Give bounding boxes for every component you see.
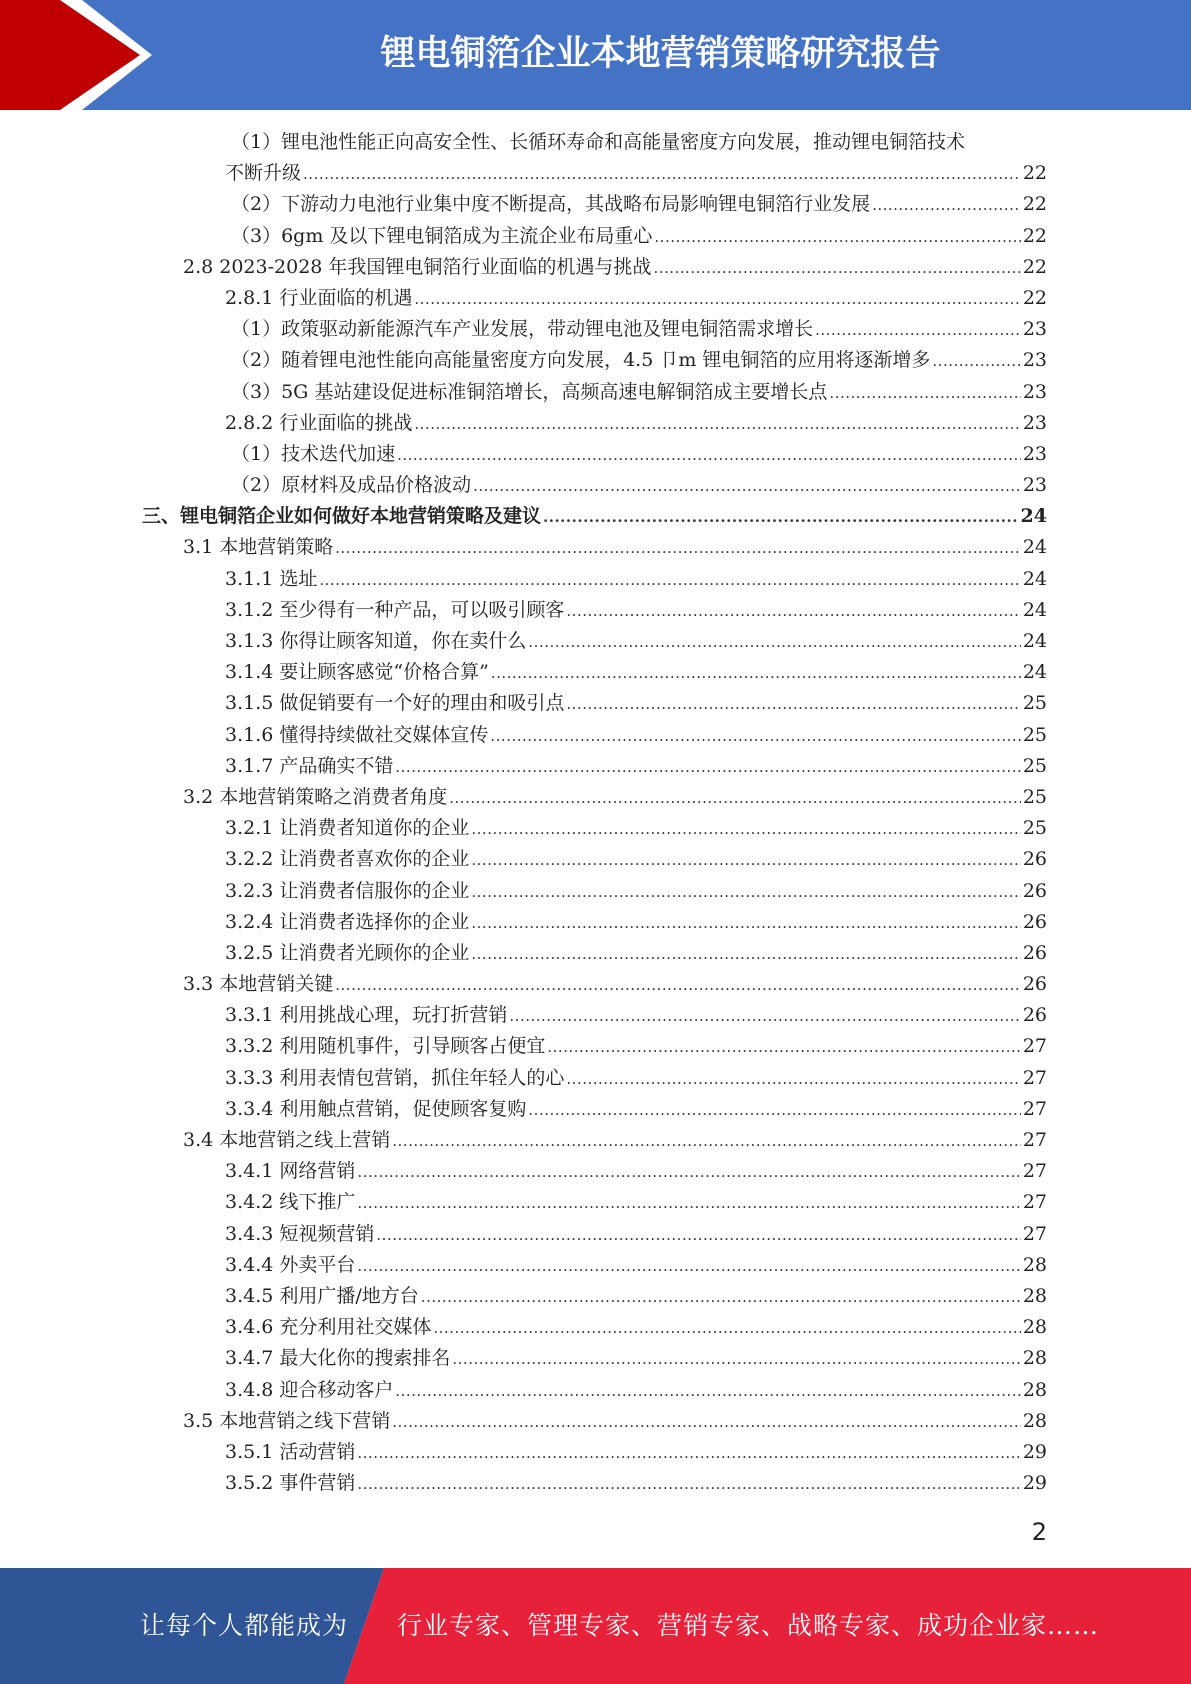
toc-entry-text: 3.2 本地营销策略之消费者角度: [183, 785, 448, 808]
toc-entry-line: [231, 439, 1047, 471]
toc-entry[interactable]: [0, 314, 1191, 345]
toc-entry-line: [225, 907, 1047, 939]
toc-entry-text: （1）政策驱动新能源汽车产业发展，带动锂电池及锂电铜箔需求增长: [231, 318, 814, 341]
toc-entry-text: 3.1.2 至少得有一种产品，可以吸引顾客: [225, 598, 565, 621]
toc-dot-leader: [528, 627, 1020, 658]
toc-entry[interactable]: [0, 1281, 1191, 1312]
toc-page-number: 27: [1022, 1191, 1047, 1214]
toc-dot-leader: [335, 533, 1021, 564]
toc-page-number: 27: [1022, 1222, 1047, 1245]
toc-entry-line: [225, 720, 1047, 752]
toc-entry-text: 3.4.6 充分利用社交媒体: [225, 1316, 432, 1339]
toc-dot-leader: [357, 1188, 1020, 1219]
toc-entry[interactable]: [0, 532, 1191, 563]
toc-page-number: 26: [1022, 848, 1047, 871]
toc-entry[interactable]: [0, 720, 1191, 751]
toc-page-number: 27: [1022, 1097, 1047, 1120]
toc-entry-text: （1）技术迭代加速: [231, 442, 396, 465]
toc-page-number: 24: [1022, 598, 1047, 621]
toc-entry[interactable]: [0, 1406, 1191, 1437]
toc-dot-leader: [335, 970, 1021, 1001]
toc-entry-line: [225, 564, 1047, 596]
toc-entry-line: [225, 813, 1047, 845]
toc-page-number: 25: [1022, 754, 1047, 777]
toc-dot-leader: [872, 190, 1021, 221]
toc-page-number: 25: [1022, 817, 1047, 840]
toc-entry[interactable]: [0, 938, 1191, 969]
toc-entry[interactable]: [0, 1375, 1191, 1406]
toc-entry-wrapped-first-line[interactable]: [0, 127, 1191, 158]
toc-entry[interactable]: [0, 688, 1191, 719]
toc-entry[interactable]: [0, 1343, 1191, 1374]
toc-page-number: 28: [1022, 1316, 1047, 1339]
toc-entry-text: 3.4.8 迎合移动客户: [225, 1378, 394, 1401]
toc-entry[interactable]: [0, 1250, 1191, 1281]
toc-page-number: 29: [1022, 1440, 1047, 1463]
toc-entry-line: [225, 595, 1047, 627]
toc-page-number: 23: [1022, 349, 1047, 372]
toc-entry-text: 3.2.2 让消费者喜欢你的企业: [225, 848, 470, 871]
toc-dot-leader: [490, 721, 1020, 752]
toc-page-number: 28: [1022, 1347, 1047, 1370]
toc-entry[interactable]: [0, 189, 1191, 220]
toc-page-number: 26: [1022, 973, 1047, 996]
toc-dot-leader: [319, 565, 1020, 596]
toc-dot-leader: [421, 1282, 1021, 1313]
toc-page-number: 28: [1022, 1378, 1047, 1401]
toc-entry-text: 3.2.1 让消费者知道你的企业: [225, 817, 470, 840]
toc-page-number: 24: [1022, 567, 1047, 590]
toc-entry-line: [183, 252, 1047, 284]
toc-dot-leader: [566, 1064, 1020, 1095]
toc-dot-leader: [473, 471, 1021, 502]
toc-entry[interactable]: [0, 1156, 1191, 1187]
toc-entry-line: [231, 221, 1047, 253]
toc-entry-line: [225, 876, 1047, 908]
toc-entry-line: [225, 626, 1047, 658]
toc-entry-line: [225, 1343, 1047, 1375]
toc-entry-text: 3.3.3 利用表情包营销，抓住年轻人的心: [225, 1066, 565, 1089]
toc-page-number: 27: [1022, 1035, 1047, 1058]
toc-entry[interactable]: [0, 595, 1191, 626]
toc-entry[interactable]: [0, 377, 1191, 408]
toc-entry-text: 3.2.5 让消费者光顾你的企业: [225, 941, 470, 964]
footer-slogan-left: 让每个人都能成为: [140, 1611, 349, 1640]
toc-entry-line: [225, 688, 1047, 720]
toc-entry[interactable]: [0, 1031, 1191, 1062]
toc-dot-leader: [471, 814, 1020, 845]
toc-entry-text: 3.4.4 外卖平台: [225, 1253, 356, 1276]
toc-entry-line: [225, 1031, 1047, 1063]
toc-dot-leader: [491, 658, 1021, 689]
toc-page-number: 26: [1022, 879, 1047, 902]
toc-entry-line: [231, 189, 1047, 221]
toc-entry-line: [231, 377, 1047, 409]
toc-entry-text: 2.8.1 行业面临的机遇: [225, 286, 413, 309]
toc-dot-leader: [547, 1032, 1020, 1063]
toc-entry[interactable]: [0, 626, 1191, 657]
toc-entry-line: [225, 408, 1047, 440]
toc-entry-text: 3.4.7 最大化你的搜索排名: [225, 1347, 451, 1370]
footer-slogan-right: 行业专家、管理专家、营销专家、战略专家、成功企业家……: [397, 1611, 1100, 1640]
toc-entry-text: 3.1.6 懂得持续做社交媒体宣传: [225, 723, 489, 746]
toc-entry-text: 3.5.2 事件营销: [225, 1472, 356, 1495]
toc-page-number: 23: [1022, 442, 1047, 465]
toc-dot-leader: [471, 845, 1020, 876]
toc-entry-text: 3.1.4 要让顾客感觉“价格合算”: [225, 661, 489, 684]
toc-entry[interactable]: [0, 158, 1191, 189]
toc-entry-text: 3.2.3 让消费者信服你的企业: [225, 879, 470, 902]
toc-page-number: 27: [1022, 1160, 1047, 1183]
toc-entry-text: 3.4 本地营销之线上营销: [183, 1129, 391, 1151]
toc-entry-text: 3.1.7 产品确实不错: [225, 754, 394, 777]
toc-entry-text: （2）原材料及成品价格波动: [231, 474, 472, 497]
toc-entry-line: [183, 969, 1047, 1001]
toc-dot-leader: [452, 1344, 1020, 1375]
toc-entry[interactable]: [0, 1063, 1191, 1094]
toc-page-number: 28: [1022, 1409, 1047, 1432]
toc-entry-line: [183, 1406, 1047, 1438]
toc-entry-line: [225, 158, 1047, 190]
toc-page-number: 23: [1022, 474, 1047, 497]
toc-entry[interactable]: [0, 283, 1191, 314]
toc-entry-text: （3）5G 基站建设促进标准铜箔增长，高频高速电解铜箔成主要增长点: [231, 380, 828, 403]
toc-entry[interactable]: [0, 408, 1191, 439]
toc-entry[interactable]: [0, 501, 1191, 532]
toc-entry[interactable]: [0, 1312, 1191, 1343]
header-arrow-decoration: [0, 0, 160, 110]
toc-entry[interactable]: [0, 813, 1191, 844]
report-title: 锂电铜箔企业本地营销策略研究报告: [380, 34, 941, 74]
toc-entry-line: [225, 1219, 1047, 1251]
toc-page-number: 24: [1020, 505, 1047, 528]
toc-entry[interactable]: [0, 907, 1191, 938]
toc-entry-text: 3.1 本地营销策略: [183, 536, 334, 559]
toc-dot-leader: [509, 1001, 1020, 1032]
toc-entry-text: 不断升级: [225, 162, 302, 185]
toc-entry-line: [225, 1250, 1047, 1282]
toc-page-number: 26: [1022, 941, 1047, 964]
toc-entry-line: [142, 501, 1047, 533]
toc-page-number: 22: [1022, 224, 1047, 247]
toc-dot-leader: [449, 783, 1021, 814]
toc-dot-leader: [528, 1095, 1020, 1126]
toc-entry-text: 3.3.1 利用挑战心理，玩打折营销: [225, 1004, 508, 1027]
toc-entry[interactable]: [0, 876, 1191, 907]
toc-dot-leader: [471, 877, 1020, 908]
toc-entry-line: [225, 938, 1047, 970]
toc-entry[interactable]: [0, 751, 1191, 782]
toc-entry-line: [183, 1125, 1047, 1157]
toc-entry-line: [183, 532, 1047, 564]
toc-entry[interactable]: [0, 1187, 1191, 1218]
toc-entry-text: 3.3.4 利用触点营销，促使顾客复购: [225, 1097, 527, 1120]
toc-entry[interactable]: [0, 844, 1191, 875]
toc-entry[interactable]: [0, 1094, 1191, 1125]
toc-entry-text: 2.8.2 行业面临的挑战: [225, 411, 413, 434]
toc-entry-text: 3.5.1 活动营销: [225, 1440, 356, 1463]
toc-entry-line: [225, 1312, 1047, 1344]
toc-entry-text: 3.4.2 线下推广: [225, 1191, 356, 1214]
toc-entry-text: （2）下游动力电池行业集中度不断提高，其战略布局影响锂电铜箔行业发展: [231, 193, 871, 216]
toc-page-number: 22: [1022, 162, 1047, 185]
toc-page-number: 25: [1022, 692, 1047, 715]
toc-entry-line: [225, 657, 1047, 689]
toc-dot-leader: [357, 1438, 1020, 1469]
toc-entry-text: 3.4.1 网络营销: [225, 1160, 356, 1183]
toc-entry-text: （2）随着锂电池性能向高能量密度方向发展，4.5 卩m 锂电铜箔的应用将逐渐增多: [231, 349, 931, 372]
toc-dot-leader: [471, 939, 1020, 970]
toc-entry-text: 3.1.5 做促销要有一个好的理由和吸引点: [225, 692, 565, 715]
toc-entry-text: （3）6gm 及以下锂电铜箔成为主流企业布局重心: [231, 224, 653, 247]
toc-entry-text: 3.3 本地营销关键: [183, 973, 334, 996]
toc-dot-leader: [566, 596, 1020, 627]
toc-entry-line: [225, 1187, 1047, 1219]
toc-entry-line: [225, 1281, 1047, 1313]
toc-page-number: 25: [1022, 785, 1047, 808]
toc-dot-leader: [543, 502, 1019, 533]
toc-entry-line: [225, 1437, 1047, 1469]
toc-entry-line: [225, 1094, 1047, 1126]
toc-dot-leader: [397, 440, 1021, 471]
toc-entry[interactable]: [0, 564, 1191, 595]
toc-dot-leader: [815, 315, 1021, 346]
toc-page-number: 24: [1022, 630, 1047, 652]
toc-entry[interactable]: [0, 439, 1191, 470]
toc-page-number: 23: [1022, 411, 1047, 434]
toc-entry[interactable]: [0, 470, 1191, 501]
toc-page-number: 24: [1022, 536, 1047, 559]
toc-entry[interactable]: [0, 782, 1191, 813]
toc-entry-text: 3.3.2 利用随机事件，引导顾客占便宜: [225, 1035, 546, 1058]
toc-dot-leader: [566, 689, 1020, 720]
toc-dot-leader: [357, 1251, 1020, 1282]
toc-entry[interactable]: [0, 969, 1191, 1000]
toc-dot-leader: [433, 1313, 1020, 1344]
page-footer: [0, 1568, 1191, 1684]
toc-dot-leader: [932, 346, 1020, 377]
toc-entry-line: [225, 1000, 1047, 1032]
toc-entry[interactable]: [0, 1468, 1191, 1499]
toc-dot-leader: [392, 1407, 1021, 1438]
toc-entry-text: 3.1.3 你得让顾客知道，你在卖什么: [225, 630, 527, 652]
toc-entry-line: [225, 1156, 1047, 1188]
toc-dot-leader: [414, 409, 1020, 440]
page-number: 2: [1031, 1518, 1047, 1546]
toc-dot-leader: [392, 1126, 1021, 1157]
toc-entry-line: [225, 1375, 1047, 1407]
toc-entry-text: 3.4.3 短视频营销: [225, 1222, 375, 1245]
toc-page-number: 27: [1022, 1129, 1047, 1151]
toc-page-number: 26: [1022, 910, 1047, 933]
toc-dot-leader: [303, 159, 1021, 190]
toc-entry-text: 2.8 2023-2028 年我国锂电铜箔行业面临的机遇与挑战: [183, 255, 652, 278]
toc-dot-leader: [653, 253, 1020, 284]
toc-dot-leader: [357, 1157, 1020, 1188]
toc-page-number: 25: [1022, 723, 1047, 746]
toc-entry[interactable]: [0, 1125, 1191, 1156]
toc-entry[interactable]: [0, 221, 1191, 252]
toc-dot-leader: [471, 908, 1020, 939]
toc-entry[interactable]: [0, 657, 1191, 688]
toc-entry-text: 3.4.5 利用广播/地方台: [225, 1284, 419, 1307]
toc-page-number: 24: [1022, 661, 1047, 684]
toc-entry-line: [231, 470, 1047, 502]
toc-entry[interactable]: [0, 1219, 1191, 1250]
toc-entry-line: [231, 345, 1047, 377]
toc-entry[interactable]: [0, 1437, 1191, 1468]
toc-dot-leader: [395, 752, 1020, 783]
toc-dot-leader: [654, 222, 1020, 253]
toc-page-number: 29: [1022, 1472, 1047, 1495]
toc-entry-text: 3.5 本地营销之线下营销: [183, 1409, 391, 1432]
toc-page-number: 22: [1022, 255, 1047, 278]
toc-entry-text: （1）锂电池性能正向高安全性、长循环寿命和高能量密度方向发展，推动锂电铜箔技术: [231, 131, 966, 153]
toc-entry-text: 3.1.1 选址: [225, 567, 318, 590]
toc-entry-line: [231, 314, 1047, 346]
toc-entry[interactable]: [0, 252, 1191, 283]
toc-page-number: 27: [1022, 1066, 1047, 1089]
table-of-contents: [0, 127, 1191, 1499]
toc-page-number: 23: [1022, 318, 1047, 341]
toc-dot-leader: [395, 1376, 1020, 1407]
toc-entry-text: 3.2.4 让消费者选择你的企业: [225, 910, 470, 933]
toc-dot-leader: [376, 1220, 1020, 1251]
toc-page-number: 22: [1022, 193, 1047, 216]
toc-entry-line: [225, 1063, 1047, 1095]
toc-page-number: 28: [1022, 1253, 1047, 1276]
toc-entry-line: [225, 844, 1047, 876]
toc-entry[interactable]: [0, 345, 1191, 376]
toc-entry-line: [183, 782, 1047, 814]
toc-page-number: 26: [1022, 1004, 1047, 1027]
page-header: [0, 0, 1191, 110]
toc-entry-line: [225, 1468, 1047, 1500]
toc-entry-line: [225, 751, 1047, 783]
toc-page-number: 28: [1022, 1284, 1047, 1307]
toc-entry-line: [225, 283, 1047, 315]
toc-dot-leader: [414, 284, 1020, 315]
toc-entry[interactable]: [0, 1000, 1191, 1031]
toc-dot-leader: [829, 378, 1020, 409]
toc-page-number: 23: [1022, 380, 1047, 403]
toc-page-number: 22: [1022, 286, 1047, 309]
toc-dot-leader: [357, 1469, 1020, 1500]
toc-entry-text: 三、锂电铜箔企业如何做好本地营销策略及建议: [142, 505, 542, 528]
